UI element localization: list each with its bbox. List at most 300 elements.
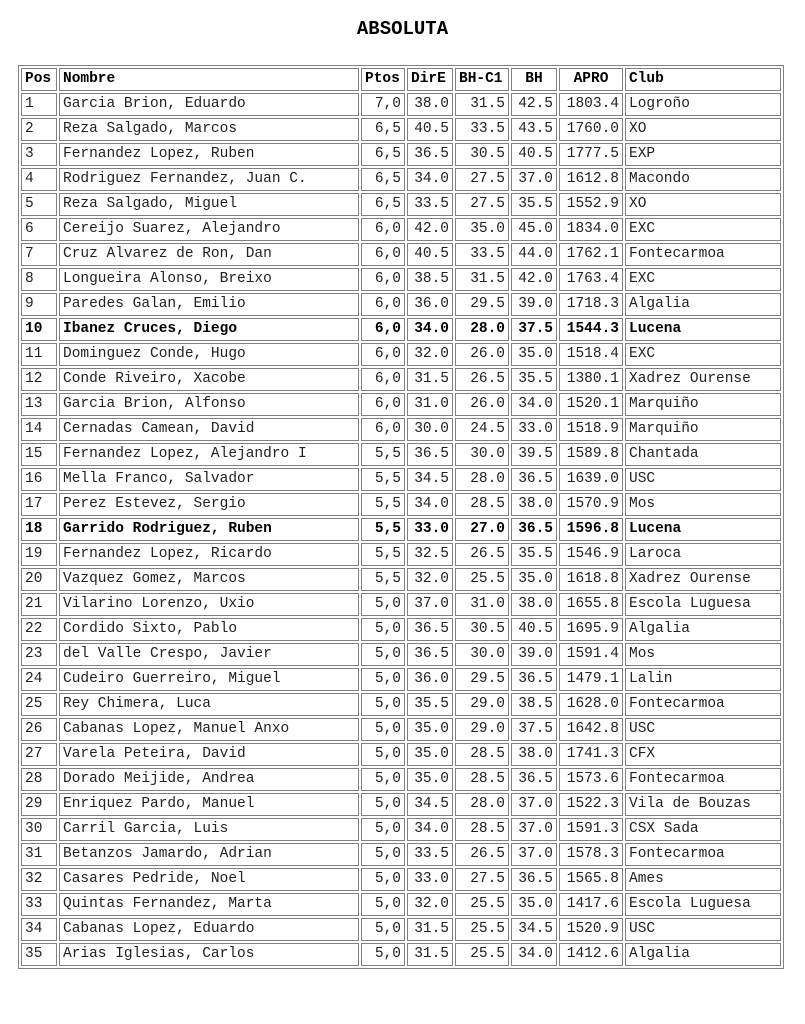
table-row — [21, 768, 781, 791]
cell-club: Algalia — [625, 293, 781, 316]
cell-pos: 17 — [21, 493, 57, 516]
cell-dire: 33.0 — [407, 518, 453, 541]
cell-apro: 1612.8 — [559, 168, 623, 191]
cell-club: Marquiño — [625, 393, 781, 416]
cell-club: Laroca — [625, 543, 781, 566]
cell-bh-c1: 27.5 — [455, 193, 509, 216]
cell-dire: 34.5 — [407, 468, 453, 491]
cell-bh: 36.5 — [511, 668, 557, 691]
cell-ptos: 6,0 — [361, 293, 405, 316]
cell-ptos: 6,0 — [361, 318, 405, 341]
cell-apro: 1518.9 — [559, 418, 623, 441]
table-row — [21, 243, 781, 266]
cell-ptos: 5,0 — [361, 693, 405, 716]
cell-dire: 40.5 — [407, 118, 453, 141]
table-row — [21, 368, 781, 391]
cell-ptos: 6,0 — [361, 343, 405, 366]
cell-dire: 35.0 — [407, 768, 453, 791]
cell-dire: 34.0 — [407, 318, 453, 341]
cell-dire: 36.0 — [407, 668, 453, 691]
cell-club: Lucena — [625, 518, 781, 541]
table-row — [21, 543, 781, 566]
cell-bh: 40.5 — [511, 143, 557, 166]
cell-apro: 1596.8 — [559, 518, 623, 541]
cell-bh-c1: 24.5 — [455, 418, 509, 441]
cell-bh: 38.0 — [511, 593, 557, 616]
cell-ptos: 5,0 — [361, 793, 405, 816]
cell-ptos: 6,0 — [361, 243, 405, 266]
cell-dire: 35.5 — [407, 693, 453, 716]
column-header-pos: Pos — [21, 68, 57, 91]
cell-bh: 37.0 — [511, 818, 557, 841]
table-row — [21, 568, 781, 591]
cell-name: Mella Franco, Salvador — [59, 468, 359, 491]
cell-apro: 1565.8 — [559, 868, 623, 891]
cell-bh-c1: 33.5 — [455, 243, 509, 266]
cell-name: Cordido Sixto, Pablo — [59, 618, 359, 641]
cell-bh-c1: 25.5 — [455, 918, 509, 941]
cell-pos: 22 — [21, 618, 57, 641]
cell-dire: 34.5 — [407, 793, 453, 816]
cell-apro: 1834.0 — [559, 218, 623, 241]
cell-pos: 3 — [21, 143, 57, 166]
cell-club: Vila de Bouzas — [625, 793, 781, 816]
cell-pos: 27 — [21, 743, 57, 766]
table-row — [21, 418, 781, 441]
column-header-apro: APRO — [559, 68, 623, 91]
cell-name: Vazquez Gomez, Marcos — [59, 568, 359, 591]
cell-name: Vilarino Lorenzo, Uxio — [59, 593, 359, 616]
cell-apro: 1417.6 — [559, 893, 623, 916]
table-row — [21, 643, 781, 666]
cell-dire: 40.5 — [407, 243, 453, 266]
cell-bh-c1: 28.0 — [455, 793, 509, 816]
cell-dire: 34.0 — [407, 818, 453, 841]
cell-bh: 39.0 — [511, 643, 557, 666]
cell-pos: 21 — [21, 593, 57, 616]
cell-bh: 37.0 — [511, 168, 557, 191]
cell-name: Arias Iglesias, Carlos — [59, 943, 359, 966]
cell-ptos: 5,0 — [361, 943, 405, 966]
table-row — [21, 468, 781, 491]
standings-table — [18, 65, 784, 969]
table-row — [21, 268, 781, 291]
cell-club: XO — [625, 193, 781, 216]
cell-bh-c1: 27.0 — [455, 518, 509, 541]
cell-pos: 35 — [21, 943, 57, 966]
cell-club: XO — [625, 118, 781, 141]
cell-bh: 38.0 — [511, 493, 557, 516]
cell-name: Fernandez Lopez, Ruben — [59, 143, 359, 166]
cell-pos: 24 — [21, 668, 57, 691]
cell-apro: 1762.1 — [559, 243, 623, 266]
cell-dire: 37.0 — [407, 593, 453, 616]
cell-bh: 35.5 — [511, 368, 557, 391]
cell-pos: 10 — [21, 318, 57, 341]
cell-apro: 1618.8 — [559, 568, 623, 591]
cell-bh: 36.5 — [511, 518, 557, 541]
cell-bh: 38.5 — [511, 693, 557, 716]
cell-ptos: 5,0 — [361, 593, 405, 616]
table-row — [21, 143, 781, 166]
cell-bh: 35.5 — [511, 543, 557, 566]
cell-dire: 30.0 — [407, 418, 453, 441]
cell-dire: 32.0 — [407, 343, 453, 366]
cell-bh-c1: 25.5 — [455, 943, 509, 966]
cell-dire: 31.5 — [407, 943, 453, 966]
cell-ptos: 5,0 — [361, 918, 405, 941]
cell-club: Xadrez Ourense — [625, 368, 781, 391]
cell-club: EXC — [625, 268, 781, 291]
cell-bh: 37.5 — [511, 318, 557, 341]
cell-pos: 25 — [21, 693, 57, 716]
cell-dire: 36.5 — [407, 618, 453, 641]
cell-club: Marquiño — [625, 418, 781, 441]
table-row — [21, 618, 781, 641]
cell-name: Dorado Meijide, Andrea — [59, 768, 359, 791]
cell-ptos: 6,5 — [361, 168, 405, 191]
cell-ptos: 5,0 — [361, 818, 405, 841]
cell-apro: 1544.3 — [559, 318, 623, 341]
cell-apro: 1591.3 — [559, 818, 623, 841]
cell-club: EXP — [625, 143, 781, 166]
cell-pos: 34 — [21, 918, 57, 941]
cell-bh: 33.0 — [511, 418, 557, 441]
cell-apro: 1412.6 — [559, 943, 623, 966]
cell-name: Dominguez Conde, Hugo — [59, 343, 359, 366]
cell-bh: 38.0 — [511, 743, 557, 766]
cell-name: Cernadas Camean, David — [59, 418, 359, 441]
standings-body — [21, 93, 781, 966]
table-row — [21, 843, 781, 866]
table-row — [21, 443, 781, 466]
cell-name: Cudeiro Guerreiro, Miguel — [59, 668, 359, 691]
cell-pos: 30 — [21, 818, 57, 841]
column-header-dire: DirE — [407, 68, 453, 91]
cell-club: Chantada — [625, 443, 781, 466]
cell-pos: 2 — [21, 118, 57, 141]
page-title: ABSOLUTA — [356, 18, 449, 40]
table-row — [21, 868, 781, 891]
cell-bh-c1: 26.0 — [455, 393, 509, 416]
cell-bh-c1: 28.5 — [455, 493, 509, 516]
cell-apro: 1639.0 — [559, 468, 623, 491]
cell-name: Betanzos Jamardo, Adrian — [59, 843, 359, 866]
cell-name: Varela Peteira, David — [59, 743, 359, 766]
cell-ptos: 5,0 — [361, 668, 405, 691]
cell-ptos: 5,5 — [361, 568, 405, 591]
cell-bh-c1: 26.5 — [455, 843, 509, 866]
cell-dire: 35.0 — [407, 718, 453, 741]
cell-bh: 40.5 — [511, 618, 557, 641]
cell-dire: 36.0 — [407, 293, 453, 316]
cell-club: Escola Luguesa — [625, 893, 781, 916]
cell-name: Cruz Alvarez de Ron, Dan — [59, 243, 359, 266]
cell-apro: 1718.3 — [559, 293, 623, 316]
cell-pos: 13 — [21, 393, 57, 416]
cell-bh: 35.0 — [511, 893, 557, 916]
cell-bh-c1: 29.5 — [455, 668, 509, 691]
cell-bh: 36.5 — [511, 768, 557, 791]
cell-club: USC — [625, 918, 781, 941]
cell-apro: 1578.3 — [559, 843, 623, 866]
cell-name: Longueira Alonso, Breixo — [59, 268, 359, 291]
cell-apro: 1591.4 — [559, 643, 623, 666]
table-row — [21, 193, 781, 216]
cell-pos: 28 — [21, 768, 57, 791]
cell-bh: 34.0 — [511, 943, 557, 966]
cell-club: Fontecarmoa — [625, 768, 781, 791]
cell-ptos: 5,5 — [361, 468, 405, 491]
cell-bh-c1: 27.5 — [455, 168, 509, 191]
cell-dire: 36.5 — [407, 143, 453, 166]
cell-pos: 23 — [21, 643, 57, 666]
cell-apro: 1642.8 — [559, 718, 623, 741]
cell-apro: 1522.3 — [559, 793, 623, 816]
cell-bh-c1: 30.0 — [455, 643, 509, 666]
cell-dire: 38.0 — [407, 93, 453, 116]
cell-ptos: 5,0 — [361, 893, 405, 916]
cell-apro: 1763.4 — [559, 268, 623, 291]
table-row — [21, 718, 781, 741]
cell-bh-c1: 29.5 — [455, 293, 509, 316]
cell-dire: 36.5 — [407, 443, 453, 466]
cell-apro: 1628.0 — [559, 693, 623, 716]
cell-pos: 15 — [21, 443, 57, 466]
cell-ptos: 5,0 — [361, 718, 405, 741]
cell-club: Algalia — [625, 618, 781, 641]
cell-name: Fernandez Lopez, Ricardo — [59, 543, 359, 566]
header-row — [21, 68, 781, 91]
cell-apro: 1589.8 — [559, 443, 623, 466]
cell-bh-c1: 31.5 — [455, 93, 509, 116]
cell-pos: 1 — [21, 93, 57, 116]
table-row — [21, 493, 781, 516]
cell-club: USC — [625, 468, 781, 491]
cell-club: Algalia — [625, 943, 781, 966]
cell-ptos: 6,5 — [361, 118, 405, 141]
cell-apro: 1655.8 — [559, 593, 623, 616]
cell-name: del Valle Crespo, Javier — [59, 643, 359, 666]
cell-club: Fontecarmoa — [625, 243, 781, 266]
cell-club: Lucena — [625, 318, 781, 341]
cell-dire: 42.0 — [407, 218, 453, 241]
cell-club: Fontecarmoa — [625, 843, 781, 866]
cell-name: Cabanas Lopez, Eduardo — [59, 918, 359, 941]
cell-pos: 19 — [21, 543, 57, 566]
cell-bh: 35.5 — [511, 193, 557, 216]
cell-dire: 35.0 — [407, 743, 453, 766]
cell-name: Carril Garcia, Luis — [59, 818, 359, 841]
cell-apro: 1546.9 — [559, 543, 623, 566]
cell-ptos: 6,0 — [361, 218, 405, 241]
cell-apro: 1479.1 — [559, 668, 623, 691]
table-row — [21, 343, 781, 366]
cell-pos: 11 — [21, 343, 57, 366]
cell-bh-c1: 28.5 — [455, 743, 509, 766]
cell-bh-c1: 29.0 — [455, 718, 509, 741]
cell-club: USC — [625, 718, 781, 741]
cell-dire: 32.5 — [407, 543, 453, 566]
cell-club: Mos — [625, 493, 781, 516]
cell-pos: 4 — [21, 168, 57, 191]
cell-club: Logroño — [625, 93, 781, 116]
cell-name: Paredes Galan, Emilio — [59, 293, 359, 316]
cell-ptos: 5,0 — [361, 618, 405, 641]
cell-bh-c1: 26.5 — [455, 368, 509, 391]
cell-ptos: 5,0 — [361, 843, 405, 866]
cell-ptos: 6,5 — [361, 193, 405, 216]
cell-bh: 35.0 — [511, 343, 557, 366]
cell-name: Ibanez Cruces, Diego — [59, 318, 359, 341]
cell-bh: 34.5 — [511, 918, 557, 941]
table-row — [21, 818, 781, 841]
table-row — [21, 893, 781, 916]
cell-dire: 38.5 — [407, 268, 453, 291]
table-row — [21, 168, 781, 191]
cell-bh: 42.5 — [511, 93, 557, 116]
cell-pos: 7 — [21, 243, 57, 266]
cell-name: Reza Salgado, Miguel — [59, 193, 359, 216]
cell-dire: 34.0 — [407, 168, 453, 191]
table-row — [21, 318, 781, 341]
cell-bh-c1: 28.5 — [455, 768, 509, 791]
cell-dire: 33.5 — [407, 193, 453, 216]
table-row — [21, 593, 781, 616]
cell-ptos: 7,0 — [361, 93, 405, 116]
cell-dire: 33.5 — [407, 843, 453, 866]
cell-club: EXC — [625, 343, 781, 366]
cell-ptos: 6,0 — [361, 393, 405, 416]
cell-bh-c1: 31.0 — [455, 593, 509, 616]
cell-ptos: 6,0 — [361, 418, 405, 441]
cell-bh-c1: 28.5 — [455, 818, 509, 841]
cell-name: Fernandez Lopez, Alejandro I — [59, 443, 359, 466]
column-header-bh: BH — [511, 68, 557, 91]
cell-club: Fontecarmoa — [625, 693, 781, 716]
cell-bh: 37.0 — [511, 793, 557, 816]
cell-bh: 44.0 — [511, 243, 557, 266]
cell-name: Cereijo Suarez, Alejandro — [59, 218, 359, 241]
cell-apro: 1573.6 — [559, 768, 623, 791]
cell-bh-c1: 26.0 — [455, 343, 509, 366]
cell-apro: 1760.0 — [559, 118, 623, 141]
cell-pos: 8 — [21, 268, 57, 291]
cell-pos: 18 — [21, 518, 57, 541]
cell-bh: 39.5 — [511, 443, 557, 466]
cell-pos: 14 — [21, 418, 57, 441]
table-row — [21, 943, 781, 966]
cell-bh: 34.0 — [511, 393, 557, 416]
table-row — [21, 918, 781, 941]
cell-bh-c1: 30.5 — [455, 618, 509, 641]
cell-dire: 36.5 — [407, 643, 453, 666]
cell-dire: 32.0 — [407, 568, 453, 591]
cell-name: Rey Chimera, Luca — [59, 693, 359, 716]
table-row — [21, 793, 781, 816]
cell-name: Rodriguez Fernandez, Juan C. — [59, 168, 359, 191]
cell-bh-c1: 29.0 — [455, 693, 509, 716]
cell-bh: 45.0 — [511, 218, 557, 241]
cell-pos: 20 — [21, 568, 57, 591]
cell-bh-c1: 30.0 — [455, 443, 509, 466]
cell-ptos: 6,0 — [361, 268, 405, 291]
table-row — [21, 218, 781, 241]
cell-pos: 32 — [21, 868, 57, 891]
cell-club: Lalin — [625, 668, 781, 691]
cell-bh: 36.5 — [511, 868, 557, 891]
cell-apro: 1741.3 — [559, 743, 623, 766]
cell-bh-c1: 25.5 — [455, 893, 509, 916]
cell-ptos: 5,5 — [361, 543, 405, 566]
cell-bh-c1: 28.0 — [455, 318, 509, 341]
table-row — [21, 668, 781, 691]
cell-name: Quintas Fernandez, Marta — [59, 893, 359, 916]
cell-apro: 1552.9 — [559, 193, 623, 216]
cell-name: Garrido Rodriguez, Ruben — [59, 518, 359, 541]
column-header-club: Club — [625, 68, 781, 91]
cell-bh: 39.0 — [511, 293, 557, 316]
cell-club: Macondo — [625, 168, 781, 191]
cell-bh-c1: 30.5 — [455, 143, 509, 166]
cell-pos: 16 — [21, 468, 57, 491]
cell-pos: 6 — [21, 218, 57, 241]
cell-apro: 1803.4 — [559, 93, 623, 116]
cell-bh-c1: 35.0 — [455, 218, 509, 241]
column-header-ptos: Ptos — [361, 68, 405, 91]
cell-ptos: 5,5 — [361, 443, 405, 466]
cell-ptos: 5,0 — [361, 768, 405, 791]
column-header-bh-c1: BH-C1 — [455, 68, 509, 91]
cell-bh-c1: 27.5 — [455, 868, 509, 891]
cell-name: Garcia Brion, Eduardo — [59, 93, 359, 116]
cell-ptos: 5,5 — [361, 493, 405, 516]
cell-apro: 1570.9 — [559, 493, 623, 516]
cell-club: CFX — [625, 743, 781, 766]
cell-pos: 29 — [21, 793, 57, 816]
cell-dire: 34.0 — [407, 493, 453, 516]
column-header-nombre: Nombre — [59, 68, 359, 91]
cell-pos: 33 — [21, 893, 57, 916]
cell-ptos: 5,0 — [361, 643, 405, 666]
cell-apro: 1518.4 — [559, 343, 623, 366]
cell-dire: 32.0 — [407, 893, 453, 916]
table-row — [21, 93, 781, 116]
cell-name: Casares Pedride, Noel — [59, 868, 359, 891]
table-row — [21, 118, 781, 141]
cell-name: Garcia Brion, Alfonso — [59, 393, 359, 416]
cell-pos: 5 — [21, 193, 57, 216]
table-row — [21, 743, 781, 766]
cell-dire: 31.5 — [407, 918, 453, 941]
cell-bh-c1: 26.5 — [455, 543, 509, 566]
cell-club: Ames — [625, 868, 781, 891]
cell-ptos: 6,5 — [361, 143, 405, 166]
cell-name: Enriquez Pardo, Manuel — [59, 793, 359, 816]
cell-bh: 43.5 — [511, 118, 557, 141]
cell-name: Perez Estevez, Sergio — [59, 493, 359, 516]
cell-bh: 42.0 — [511, 268, 557, 291]
cell-pos: 12 — [21, 368, 57, 391]
cell-bh-c1: 28.0 — [455, 468, 509, 491]
table-row — [21, 693, 781, 716]
cell-apro: 1777.5 — [559, 143, 623, 166]
cell-bh-c1: 25.5 — [455, 568, 509, 591]
cell-club: EXC — [625, 218, 781, 241]
cell-apro: 1520.1 — [559, 393, 623, 416]
cell-club: Escola Luguesa — [625, 593, 781, 616]
cell-club: Mos — [625, 643, 781, 666]
